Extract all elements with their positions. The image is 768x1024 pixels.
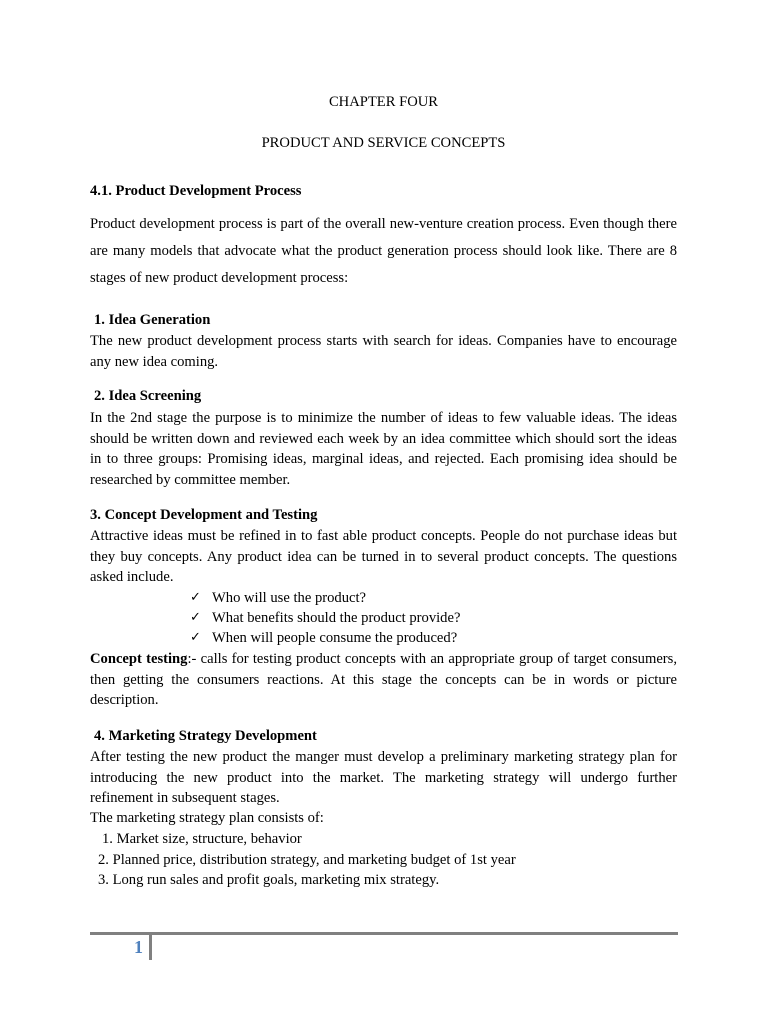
check-mark-icon: ✓ xyxy=(190,630,201,645)
section-intro: Product development process is part of the overall new-venture creation process. Even though there are many models that advocate what the product generation process should look like. There are 8 stages of new product development process: xyxy=(90,216,677,286)
list-item: 1. Market size, structure, behavior xyxy=(102,831,302,847)
stage-4-heading: 4. Marketing Strategy Development xyxy=(94,728,317,744)
footer-rule xyxy=(90,932,678,935)
check-mark-icon: ✓ xyxy=(190,590,201,605)
stage-3-heading: 3. Concept Development and Testing xyxy=(90,507,318,523)
document-page xyxy=(90,0,677,1024)
concept-testing-label: Concept testing xyxy=(90,651,188,667)
list-item xyxy=(190,608,460,628)
chapter-title: CHAPTER FOUR xyxy=(328,94,439,110)
section-heading: 4.1. Product Development Process xyxy=(90,183,302,199)
list-item: 3. Long run sales and profit goals, marketing mix strategy. xyxy=(98,872,440,888)
question-text: When will people consume the produced? xyxy=(212,630,458,646)
stage-2-heading: 2. Idea Screening xyxy=(94,388,202,404)
check-mark-icon: ✓ xyxy=(190,610,201,625)
chapter-subtitle: PRODUCT AND SERVICE CONCEPTS xyxy=(261,135,506,151)
list-item: 2. Planned price, distribution strategy, and marketing budget of 1st year xyxy=(98,851,516,868)
concept-testing-text: :- calls for testing product concepts with an appropriate group of target consumers, then getting the consumers reactions. At this stage the concepts can be in words or picture description. xyxy=(90,651,677,708)
plan-list xyxy=(90,829,516,891)
stage-1-text: The new product development process starts with search for ideas. Companies have to encourage any new idea coming. xyxy=(90,333,677,370)
plan-intro: The marketing strategy plan consists of: xyxy=(90,810,324,826)
question-list xyxy=(190,588,460,648)
list-item xyxy=(190,628,460,648)
stage-1-heading: 1. Idea Generation xyxy=(94,312,211,328)
page-number-divider xyxy=(149,935,152,960)
question-text: What benefits should the product provide? xyxy=(212,610,461,626)
concept-testing-paragraph xyxy=(90,649,677,711)
page-number: 1 xyxy=(134,937,143,957)
stage-4-text: After testing the new product the manger must develop a preliminary marketing strategy plan for introducing the new product into the market. The marketing strategy will undergo further refinement in subsequent stages. xyxy=(90,749,677,806)
question-text: Who will use the product? xyxy=(212,590,367,606)
stage-2-text: In the 2nd stage the purpose is to minimize the number of ideas to few valuable ideas. The ideas should be written down and reviewed each week by an idea committee which should sort the ideas in to three groups: Promising ideas, marginal ideas, and rejected. Each promising idea should be researched by committee member. xyxy=(90,410,677,488)
stage-3-text: Attractive ideas must be refined in to fast able product concepts. People do not purchase ideas but they buy concepts. Any product idea can be turned in to several product concepts. The questions asked include. xyxy=(90,528,677,585)
list-item xyxy=(190,588,460,608)
